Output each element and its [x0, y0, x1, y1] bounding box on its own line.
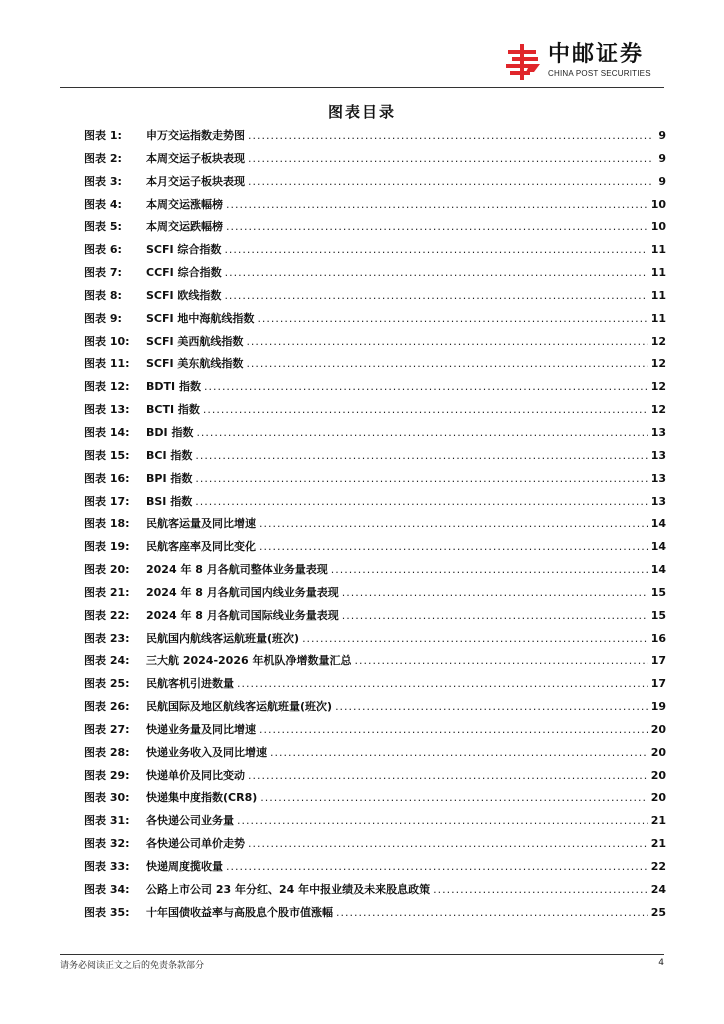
toc-entry[interactable] [84, 767, 666, 790]
toc-entry-title: 快递周度揽收量 [146, 860, 223, 873]
toc-entry-page: 20 [650, 768, 666, 782]
toc-entry-page: 15 [650, 585, 666, 599]
toc-dot-leader [224, 289, 647, 302]
toc-entry-title: 申万交运指数走势图 [146, 129, 245, 142]
toc-entry-title: SCFI 地中海航线指数 [146, 311, 255, 325]
toc-entry-title: 各快递公司业务量 [146, 814, 234, 828]
toc-entry[interactable] [84, 264, 666, 287]
toc-entry[interactable] [84, 173, 666, 196]
toc-dot-leader [257, 312, 647, 325]
toc-dot-leader [237, 814, 648, 827]
toc-entry[interactable] [84, 515, 666, 538]
toc-entry-label: 图表 13: [84, 403, 130, 417]
toc-entry-page: 24 [650, 882, 666, 896]
toc-dot-leader [195, 472, 647, 485]
toc-entry-title: 2024 年 8 月各航司国际线业务量表现 [146, 608, 339, 622]
toc-dot-leader [433, 883, 648, 896]
toc-entry-page: 14 [650, 540, 666, 554]
toc-entry-label: 图表 7: [84, 266, 122, 280]
toc-dot-leader [331, 563, 648, 576]
toc-entry-title: BDTI 指数 [146, 380, 201, 394]
toc-entry-page: 10 [650, 220, 666, 234]
toc-entry-label: 图表 31: [84, 814, 130, 828]
toc-entry-page: 12 [650, 334, 666, 348]
toc-dot-leader [248, 837, 648, 850]
toc-entry-label: 图表 4: [84, 197, 122, 211]
toc-entry-label: 图表 30: [84, 791, 130, 805]
toc-dot-leader [226, 198, 648, 211]
toc-entry-title: SCFI 美东航线指数 [146, 357, 244, 371]
toc-entry-title: 快递集中度指数(CR8) [146, 791, 258, 805]
toc-entry-page: 21 [650, 814, 666, 828]
toc-entry-page: 12 [650, 403, 666, 417]
toc-entry[interactable] [84, 218, 666, 241]
toc-entry-label: 图表 5: [84, 220, 122, 234]
toc-entry-title: 民航客机引进数量 [146, 677, 234, 691]
toc-entry-label: 图表 21: [84, 585, 130, 599]
header-divider [60, 87, 664, 88]
toc-entry[interactable] [84, 310, 666, 333]
toc-dot-leader [354, 654, 647, 667]
page-header [60, 38, 664, 88]
toc-entry-label: 图表 25: [84, 677, 130, 691]
toc-entry[interactable] [84, 333, 666, 356]
toc-entry[interactable] [84, 561, 666, 584]
toc-entry[interactable] [84, 470, 666, 493]
toc-entry-label: 图表 35: [84, 905, 130, 919]
toc-dot-leader [302, 632, 648, 645]
toc-entry[interactable] [84, 424, 666, 447]
toc-entry-label: 图表 19: [84, 540, 130, 554]
toc-entry-page: 9 [658, 174, 666, 188]
toc-entry-title: 公路上市公司 23 年分红、24 年中报业绩及未来股息政策 [146, 882, 431, 896]
toc-entry-label: 图表 2: [84, 151, 122, 165]
toc-entry-label: 图表 23: [84, 631, 130, 645]
toc-entry-label: 图表 3: [84, 174, 122, 188]
toc-entry[interactable] [84, 721, 666, 744]
toc-dot-leader [246, 335, 647, 348]
toc-dot-leader [237, 677, 648, 690]
toc-entry-title: 民航客运量及同比增速 [146, 517, 256, 531]
toc-entry-label: 图表 28: [84, 745, 130, 759]
toc-entry-title: 民航国内航线客运航班量(班次) [146, 631, 300, 645]
toc-entry-title: BCI 指数 [146, 448, 193, 462]
toc-dot-leader [342, 586, 648, 599]
toc-entry-page: 10 [650, 197, 666, 211]
toc-entry-title: SCFI 综合指数 [146, 243, 222, 257]
toc-entry-label: 图表 10: [84, 334, 130, 348]
toc-entry[interactable] [84, 493, 666, 516]
toc-entry-page: 11 [650, 288, 666, 302]
toc-entry-label: 图表 18: [84, 517, 130, 531]
toc-entry-label: 图表 1: [84, 129, 122, 142]
toc-entry-label: 图表 8: [84, 288, 122, 302]
toc-entry-page: 13 [650, 471, 666, 485]
toc-entry[interactable] [84, 858, 666, 881]
toc-entry-label: 图表 16: [84, 471, 130, 485]
toc-entry-label: 图表 20: [84, 563, 130, 577]
toc-entry-label: 图表 33: [84, 860, 130, 873]
toc-dot-leader [260, 791, 647, 804]
toc-entry-title: 民航客座率及同比变化 [146, 540, 256, 554]
toc-dot-leader [248, 129, 653, 142]
toc-entry[interactable] [84, 241, 666, 264]
toc-entry[interactable] [84, 447, 666, 470]
toc-entry-title: 本周交运涨幅榜 [146, 197, 223, 211]
toc-entry-page: 16 [650, 631, 666, 645]
table-of-figures [84, 127, 666, 927]
toc-entry-page: 13 [650, 494, 666, 508]
footer-divider [60, 954, 664, 955]
toc-entry-title: 2024 年 8 月各航司整体业务量表现 [146, 563, 328, 577]
toc-entry[interactable] [84, 698, 666, 721]
toc-entry-title: BCTI 指数 [146, 403, 200, 417]
toc-dot-leader [270, 746, 648, 759]
toc-dot-leader [248, 152, 653, 165]
toc-dot-leader [246, 357, 647, 370]
toc-dot-leader [226, 220, 648, 233]
toc-entry-page: 21 [650, 837, 666, 851]
toc-dot-leader [224, 243, 647, 256]
toc-entry-title: 民航国际及地区航线客运航班量(班次) [146, 700, 333, 714]
toc-entry-title: 2024 年 8 月各航司国内线业务量表现 [146, 585, 339, 599]
toc-entry-title: 本周交运子板块表现 [146, 151, 245, 165]
toc-entry-page: 25 [650, 905, 666, 919]
toc-entry-label: 图表 15: [84, 448, 130, 462]
toc-entry[interactable] [84, 150, 666, 173]
toc-entry-page: 9 [658, 151, 666, 165]
toc-entry-page: 11 [650, 311, 666, 325]
toc-dot-leader [203, 403, 648, 416]
toc-entry-label: 图表 32: [84, 837, 130, 851]
toc-entry-label: 图表 27: [84, 722, 130, 736]
toc-entry-page: 11 [650, 266, 666, 280]
toc-entry-label: 图表 34: [84, 882, 130, 896]
toc-entry-page: 14 [650, 563, 666, 577]
toc-entry-page: 13 [650, 448, 666, 462]
toc-dot-leader [195, 449, 647, 462]
toc-entry[interactable] [84, 401, 666, 424]
toc-entry-title: 各快递公司单价走势 [146, 837, 245, 851]
toc-entry-title: 本月交运子板块表现 [146, 174, 245, 188]
toc-dot-leader [196, 426, 647, 439]
toc-dot-leader [225, 266, 648, 279]
toc-entry-title: 十年国债收益率与高股息个股市值涨幅 [146, 905, 333, 919]
toc-dot-leader [259, 540, 648, 553]
toc-entry-title: 快递业务量及同比增速 [146, 722, 256, 736]
toc-entry-title: SCFI 美西航线指数 [146, 334, 244, 348]
toc-entry-title: 快递业务收入及同比增速 [146, 745, 267, 759]
toc-entry[interactable] [84, 287, 666, 310]
toc-title: 图表目录 [327, 103, 396, 121]
toc-dot-leader [342, 609, 648, 622]
toc-entry[interactable] [84, 835, 666, 858]
toc-entry[interactable] [84, 538, 666, 561]
toc-entry[interactable] [84, 607, 666, 630]
toc-entry[interactable] [84, 789, 666, 812]
toc-dot-leader [259, 723, 648, 736]
toc-dot-leader [195, 495, 647, 508]
toc-entry-label: 图表 6: [84, 243, 122, 257]
toc-entry-title: BPI 指数 [146, 471, 193, 485]
toc-entry-title: CCFI 综合指数 [146, 266, 222, 280]
toc-entry-page: 20 [650, 745, 666, 759]
toc-entry[interactable] [84, 812, 666, 835]
toc-entry[interactable] [84, 355, 666, 378]
toc-entry[interactable] [84, 378, 666, 401]
toc-entry-title: SCFI 欧线指数 [146, 288, 222, 302]
toc-entry[interactable] [84, 675, 666, 698]
toc-dot-leader [226, 860, 648, 873]
toc-entry-page: 12 [650, 380, 666, 394]
logo-english-name: CHINA POST SECURITIES [548, 69, 651, 78]
company-logo [504, 42, 664, 86]
toc-entry[interactable] [84, 584, 666, 607]
toc-entry-label: 图表 22: [84, 608, 130, 622]
toc-entry-title: 三大航 2024-2026 年机队净增数量汇总 [146, 654, 352, 668]
toc-entry-page: 14 [650, 517, 666, 531]
toc-entry-page: 20 [650, 791, 666, 805]
toc-entry-label: 图表 24: [84, 654, 130, 668]
toc-entry-page: 17 [650, 654, 666, 668]
toc-dot-leader [248, 175, 653, 188]
toc-dot-leader [204, 380, 648, 393]
toc-dot-leader [335, 700, 648, 713]
toc-dot-leader [248, 769, 648, 782]
toc-entry-page: 22 [650, 860, 666, 873]
footer-disclaimer: 请务必阅读正文之后的免责条款部分 [60, 961, 205, 971]
toc-entry-page: 15 [650, 608, 666, 622]
toc-entry[interactable] [84, 881, 666, 904]
toc-dot-leader [336, 906, 648, 919]
toc-entry-page: 11 [650, 243, 666, 257]
toc-entry[interactable] [84, 630, 666, 653]
toc-entry-page: 9 [658, 129, 666, 142]
toc-entry-page: 19 [650, 700, 666, 714]
toc-entry-label: 图表 12: [84, 380, 130, 394]
toc-entry[interactable] [84, 904, 666, 927]
toc-entry[interactable] [84, 652, 666, 675]
toc-dot-leader [259, 517, 648, 530]
toc-entry-page: 20 [650, 722, 666, 736]
toc-entry-title: BDI 指数 [146, 425, 194, 439]
toc-entry-title: BSI 指数 [146, 494, 193, 508]
toc-entry-page: 13 [650, 425, 666, 439]
page-number: 4 [658, 958, 664, 968]
toc-entry[interactable] [84, 744, 666, 767]
logo-chinese-name: 中邮证券 [548, 42, 645, 67]
toc-entry-label: 图表 26: [84, 700, 130, 714]
toc-entry-label: 图表 11: [84, 357, 130, 371]
toc-entry-title: 快递单价及同比变动 [146, 768, 245, 782]
china-post-logo-icon [504, 42, 544, 82]
toc-entry-label: 图表 17: [84, 494, 130, 508]
toc-entry-page: 17 [650, 677, 666, 691]
toc-entry[interactable] [84, 127, 666, 150]
toc-entry-title: 本周交运跌幅榜 [146, 220, 223, 234]
toc-entry[interactable] [84, 196, 666, 219]
toc-entry-label: 图表 14: [84, 425, 130, 439]
toc-entry-page: 12 [650, 357, 666, 371]
toc-entry-label: 图表 9: [84, 311, 122, 325]
toc-entry-label: 图表 29: [84, 768, 130, 782]
